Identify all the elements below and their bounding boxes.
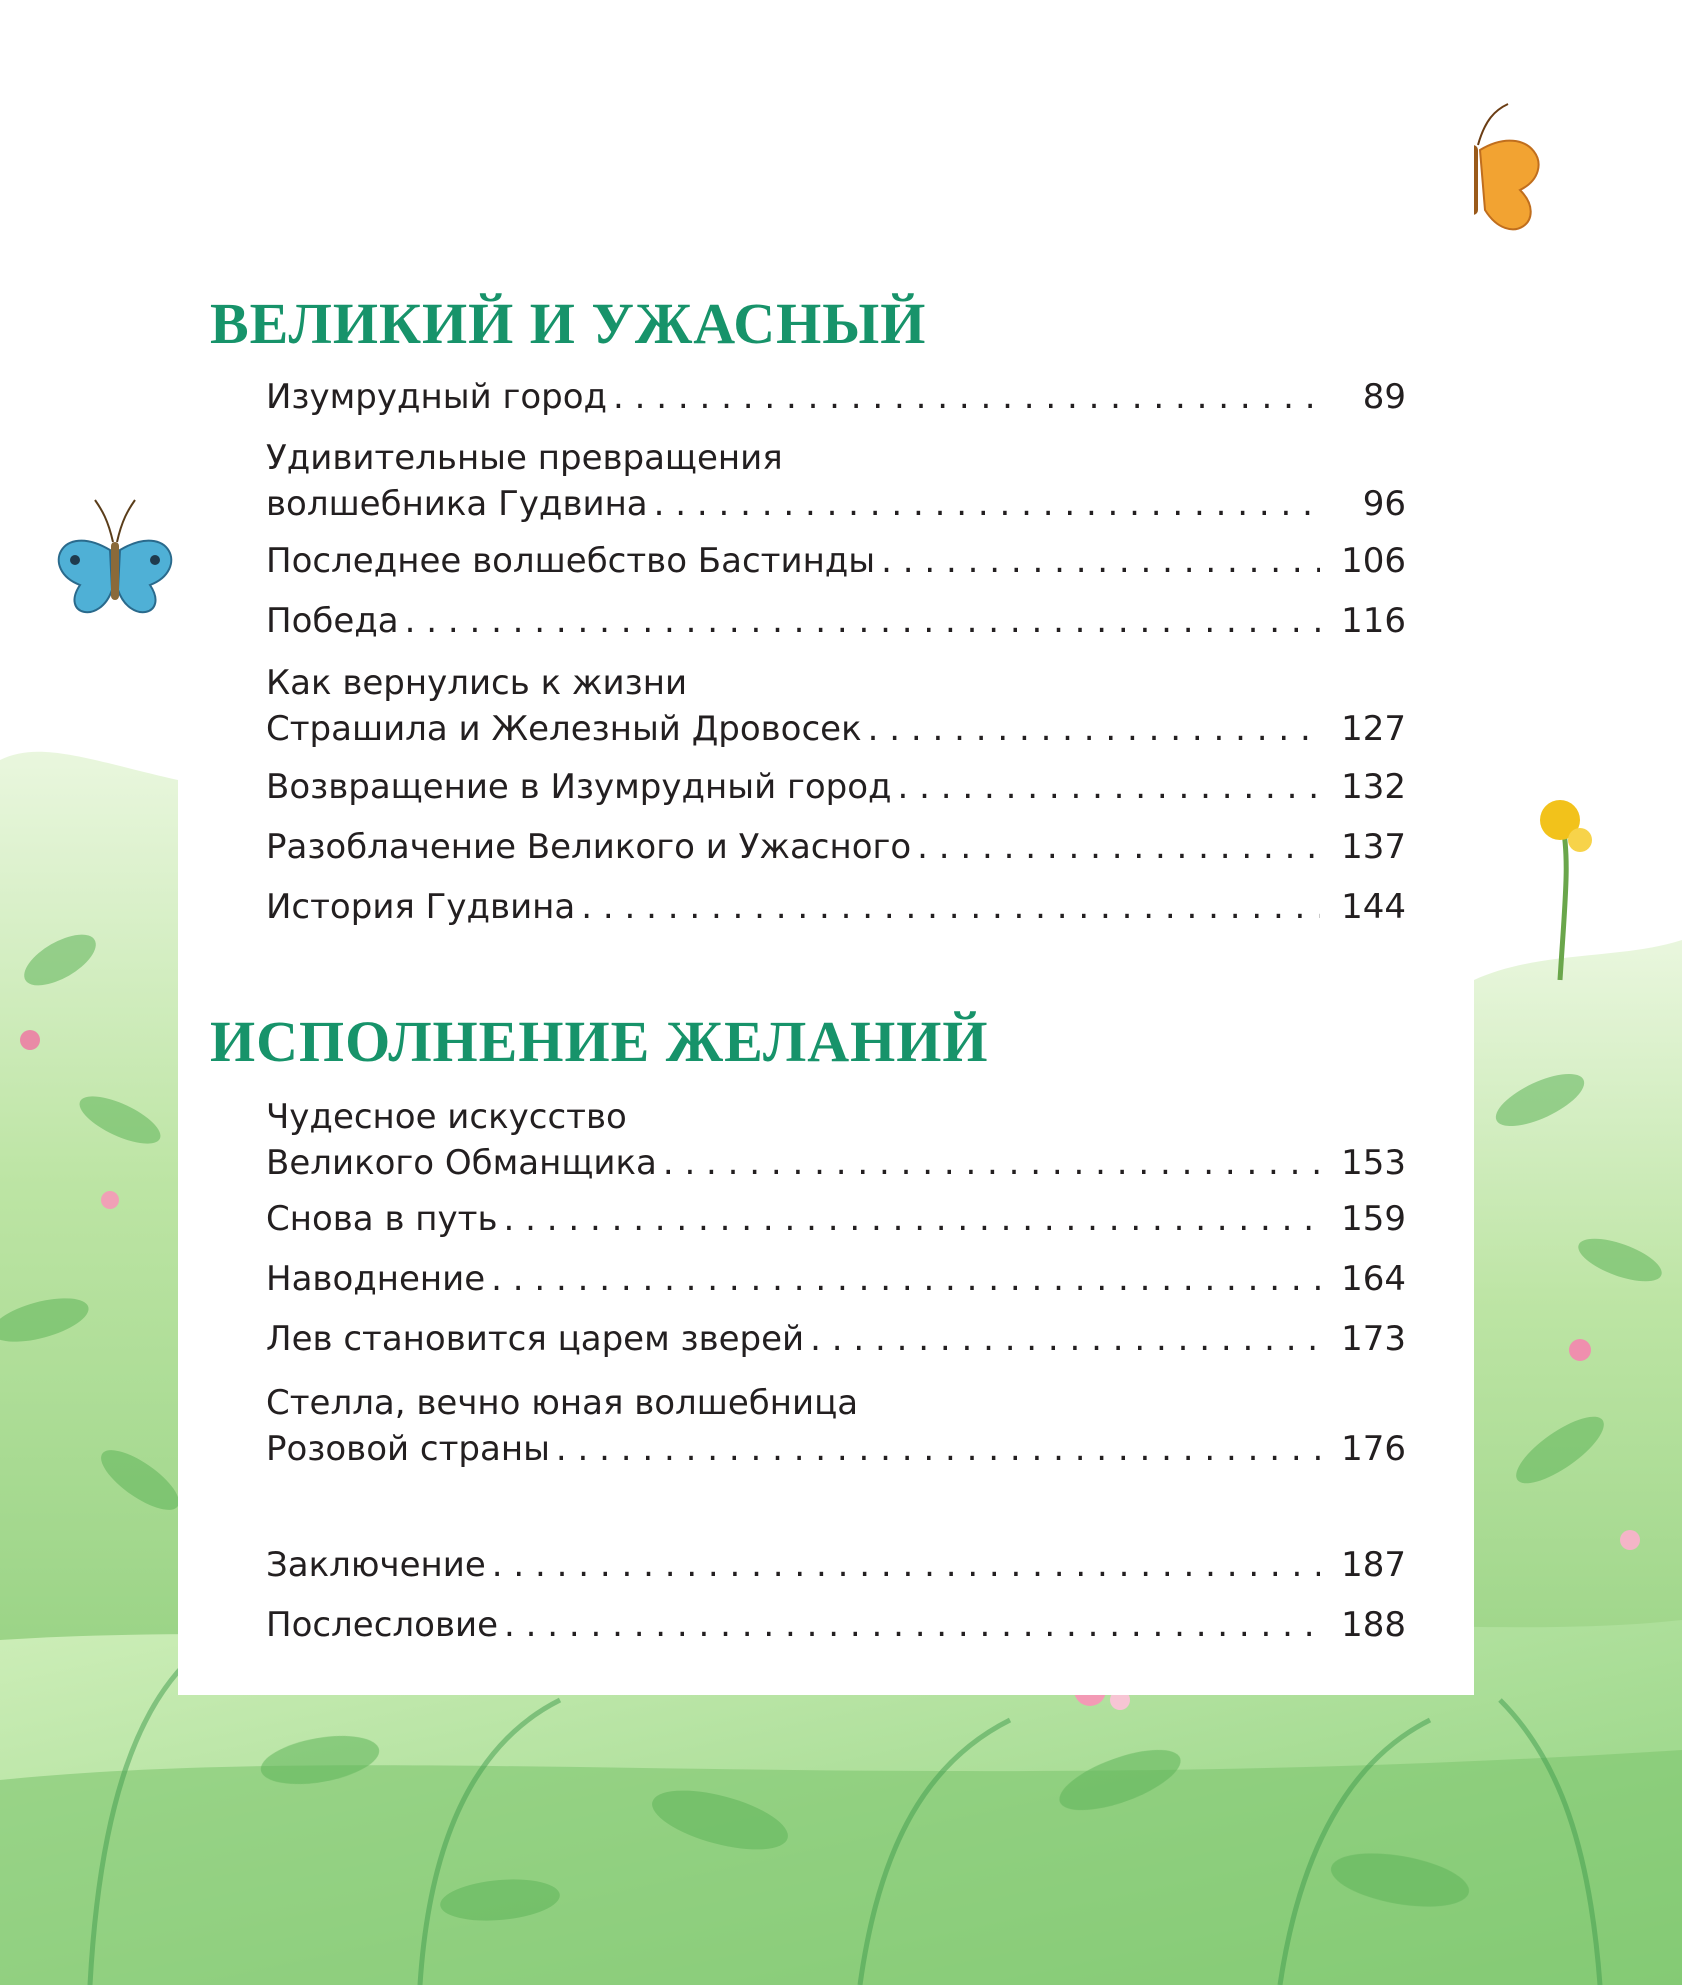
entry-title: История Гудвина xyxy=(266,887,576,927)
page-number: 188 xyxy=(1341,1605,1406,1645)
toc-entry[interactable] xyxy=(266,1542,1406,1588)
page-number: 176 xyxy=(1341,1429,1406,1469)
page-number: 187 xyxy=(1341,1545,1406,1585)
entry-title: волшебника Гудвина xyxy=(266,484,648,524)
entry-title: Заключение xyxy=(266,1545,486,1585)
entry-title: Победа xyxy=(266,601,399,641)
leader-dots xyxy=(917,824,1320,870)
page-number: 116 xyxy=(1341,601,1406,641)
entry-title: Послесловие xyxy=(266,1605,498,1645)
page-number: 144 xyxy=(1341,887,1406,927)
leader-dots xyxy=(504,1196,1321,1242)
entry-title: Последнее волшебство Бастинды xyxy=(266,541,876,581)
entry-title: Возвращение в Изумрудный город xyxy=(266,767,892,807)
page-number: 159 xyxy=(1341,1199,1406,1239)
toc-entry[interactable] xyxy=(266,660,1406,752)
page-number: 173 xyxy=(1341,1319,1406,1359)
leader-dots xyxy=(491,1256,1320,1302)
toc-entry[interactable] xyxy=(266,1196,1406,1242)
page-number: 153 xyxy=(1341,1143,1406,1183)
page-number: 106 xyxy=(1341,541,1406,581)
page-number: 127 xyxy=(1341,709,1406,749)
entry-title: Розовой страны xyxy=(266,1429,550,1469)
leader-dots xyxy=(581,884,1320,930)
leader-dots xyxy=(898,764,1320,810)
leader-dots xyxy=(654,481,1320,527)
entry-title: Снова в путь xyxy=(266,1199,498,1239)
leader-dots xyxy=(868,706,1320,752)
entry-title-line1: Стелла, вечно юная волшебница xyxy=(266,1383,859,1423)
yellow-flower-icon xyxy=(1540,800,1592,980)
leader-dots xyxy=(810,1316,1320,1362)
entry-title: Лев становится царем зверей xyxy=(266,1319,805,1359)
leader-dots xyxy=(504,1602,1320,1648)
toc-entry[interactable] xyxy=(266,824,1406,870)
entry-title: Наводнение xyxy=(266,1259,486,1299)
leader-dots xyxy=(556,1426,1320,1472)
entry-title-line1: Удивительные превращения xyxy=(266,438,783,478)
entry-title: Великого Обманщика xyxy=(266,1143,657,1183)
leader-dots xyxy=(663,1140,1320,1186)
toc-entry[interactable] xyxy=(266,1602,1406,1648)
entry-title-line1: Чудесное искусство xyxy=(266,1097,627,1137)
section-title-2: ИСПОЛНЕНИЕ ЖЕЛАНИЙ xyxy=(210,1009,989,1074)
entry-title: Разоблачение Великого и Ужасного xyxy=(266,827,912,867)
toc-entry[interactable] xyxy=(266,884,1406,930)
entry-title-line1: Как вернулись к жизни xyxy=(266,663,688,703)
toc-entry[interactable] xyxy=(266,598,1406,644)
page-number: 89 xyxy=(1362,377,1406,417)
page-number: 164 xyxy=(1341,1259,1406,1299)
toc-entry[interactable] xyxy=(266,1380,1406,1472)
toc-entry[interactable] xyxy=(266,1316,1406,1362)
entry-title: Страшила и Железный Дровосек xyxy=(266,709,862,749)
page-number: 96 xyxy=(1362,484,1406,524)
leader-dots xyxy=(492,1542,1320,1588)
leader-dots xyxy=(613,374,1320,420)
page-number: 132 xyxy=(1341,767,1406,807)
leader-dots xyxy=(405,598,1320,644)
entry-title: Изумрудный город xyxy=(266,377,608,417)
page-number: 137 xyxy=(1341,827,1406,867)
leader-dots xyxy=(881,538,1320,584)
toc-entry[interactable] xyxy=(266,374,1406,420)
toc-entry[interactable] xyxy=(266,764,1406,810)
butterfly-blue-icon xyxy=(40,480,190,630)
toc-entry[interactable] xyxy=(266,1094,1406,1186)
section-title-1: ВЕЛИКИЙ И УЖАСНЫЙ xyxy=(210,291,927,356)
toc-entry[interactable] xyxy=(266,538,1406,584)
toc-entry[interactable] xyxy=(266,435,1406,527)
toc-entry[interactable] xyxy=(266,1256,1406,1302)
